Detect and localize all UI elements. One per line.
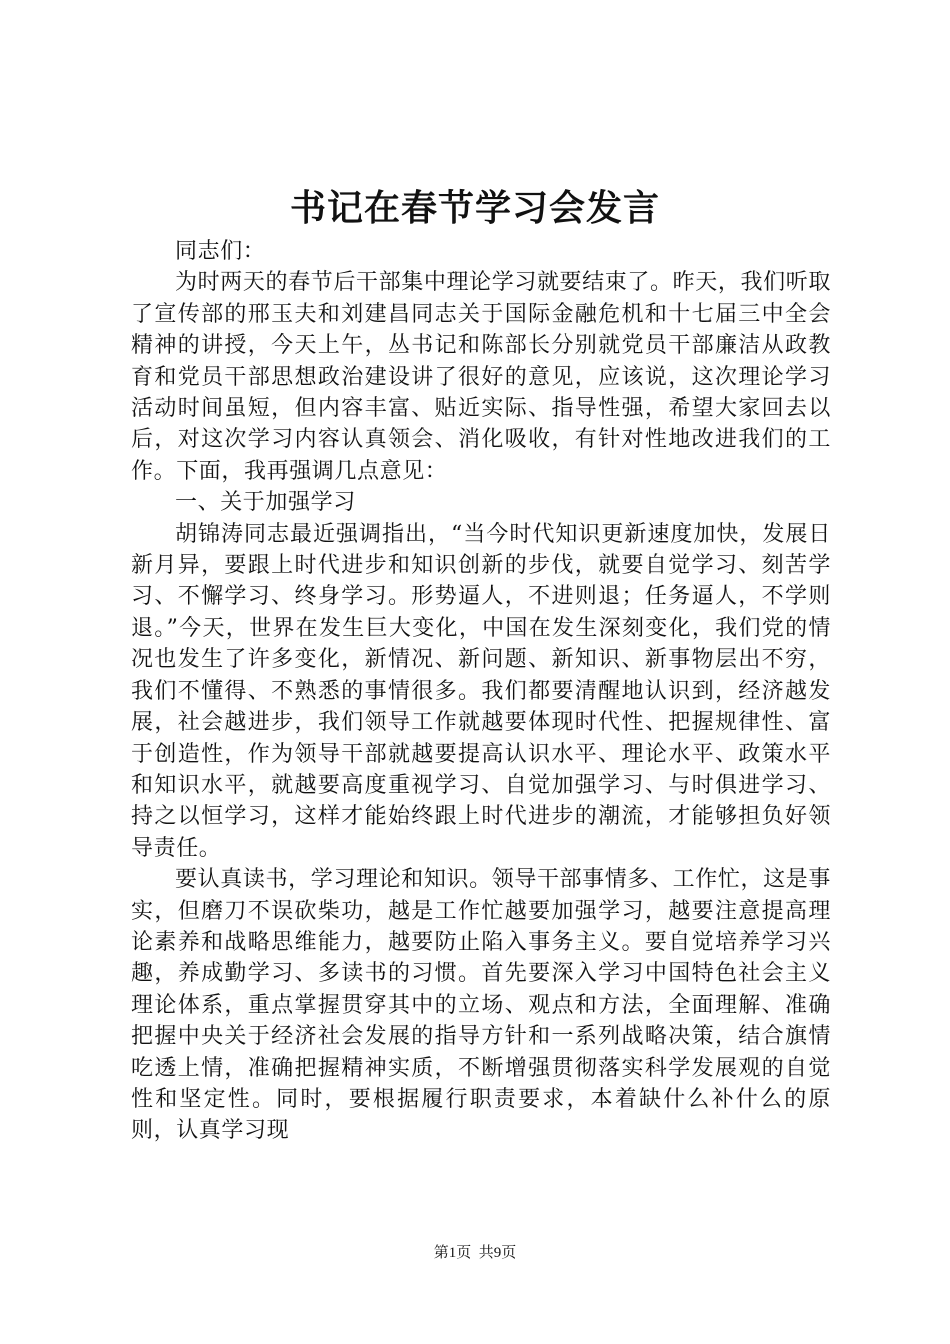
- body-paragraph: 胡锦涛同志最近强调指出，“当今时代知识更新速度加快，发展日新月异，要跟上时代进步和知识创新的步伐，就要自觉学习、刻苦学习、不懈学习、终身学习。形势逼人，不进则退；任务逼人，不学则退。”今天，世界在发生巨大变化，中国在发生深刻变化，我们党的情况也发生了许多变化，新情况、新问题、新知识、新事物层出不穷，我们不懂得、不熟悉的事情很多。我们都要清醒地认识到，经济越发展，社会越进步，我们领导工作就越要体现时代性、把握规律性、富于创造性，作为领导干部就越要提高认识水平、理论水平、政策水平和知识水平，就越要高度重视学习、自觉加强学习、与时俱进学习、持之以恒学习，这样才能始终跟上时代进步的潮流，才能够担负好领导责任。: [131, 521, 831, 861]
- page-footer: [0, 1243, 950, 1263]
- document-body: [131, 236, 831, 1147]
- document-title: 书记在春节学习会发言: [289, 187, 660, 229]
- body-paragraph: 要认真读书，学习理论和知识。领导干部事情多、工作忙，这是事实，但磨刀不误砍柴功，越是工作忙越要加强学习，越要注意提高理论素养和战略思维能力，越要防止陷入事务主义。要自觉培养学习兴趣，养成勤学习、多读书的习惯。首先要深入学习中国特色社会主义理论体系，重点掌握贯穿其中的立场、观点和方法，全面理解、准确把握中央关于经济社会发展的指导方针和一系列战略决策，结合旗情吃透上情，准确把握精神实质，不断增强贯彻落实科学发展观的自觉性和坚定性。同时，要根据履行职责要求，本着缺什么补什么的原则，认真学习现: [131, 867, 831, 1144]
- section-heading: 一、关于加强学习: [175, 490, 356, 516]
- salutation-paragraph: 同志们：: [175, 239, 266, 264]
- intro-paragraph: 为时两天的春节后干部集中理论学习就要结束了。昨天，我们听取了宣传部的邢玉夫和刘建昌同志关于国际金融危机和十七届三中全会精神的讲授，今天上午，丛书记和陈部长分别就党员干部廉洁从政教育和党员干部思想政治建设讲了很好的意见，应该说，这次理论学习活动时间虽短，但内容丰富、贴近实际、指导性强，希望大家回去以后，对这次学习内容认真领会、消化吸收，有针对性地改进我们的工作。下面，我再强调几点意见：: [131, 270, 831, 484]
- page-number-label: 第1页 共9页: [433, 1245, 517, 1261]
